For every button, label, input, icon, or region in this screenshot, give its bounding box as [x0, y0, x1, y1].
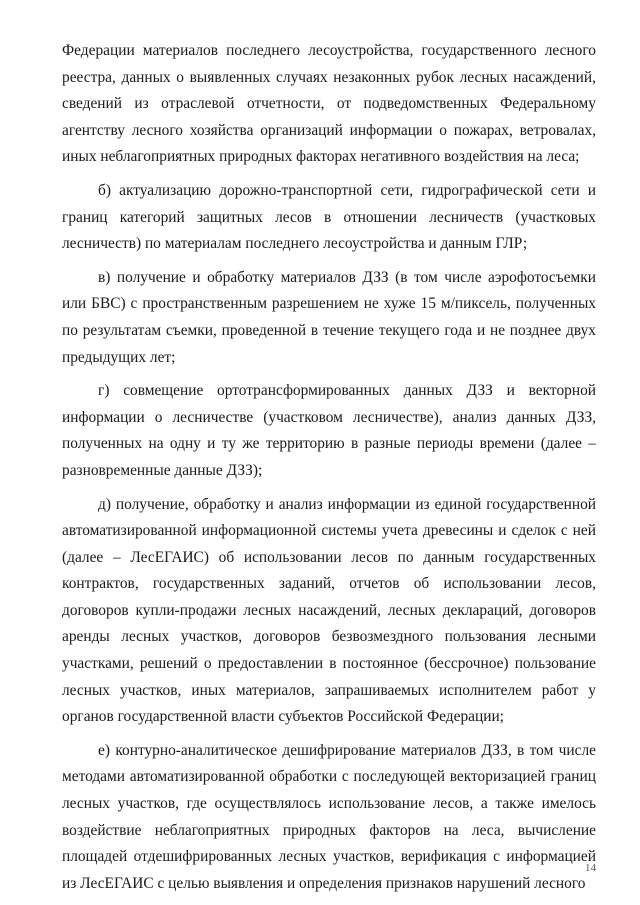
paragraph-item-v: в) получение и обработку материалов ДЗЗ (в том числе аэрофотосъемки или БВС) с пространственным разрешением не хуже 15 м/пиксель, полученных по результатам съемки, проведенной в течение текущего года и не позднее двух предыдущих лет;: [62, 268, 596, 366]
paragraph-item-g: г) совмещение ортотрансформированных данных ДЗЗ и векторной информации о лесничестве (участковом лесничестве), анализ данных ДЗЗ, полученных на одну и ту же территорию в разные периоды времени (далее – разновременные данные ДЗЗ);: [62, 382, 596, 479]
page-number: 14: [585, 862, 596, 874]
paragraph-item-d: д) получение, обработку и анализ информации из единой государственной автоматизированной информационной системы учета древесины и сделок с ней (далее – ЛесЕГАИС) об использовании лесов по данным государственных контрактов, государственных заданий, отчетов об использовании лесов, договоров купли-продажи лесных насаждений, лесных деклараций, договоров аренды лесных участков, договоров безвозмездного пользования лесными участками, решений о предоставлении в постоянное (бессрочное) пользование лесных участков, иных материалов, запрашиваемых исполнителем работ у органов государственной власти субъектов Российской Федерации;: [62, 495, 596, 726]
paragraph-item-e: е) контурно-аналитическое дешифрирование материалов ДЗЗ, в том числе методами автоматизированной обработки с последующей векторизацией границ лесных участков, где осуществлялось использование лесов, а также имелось воздействие неблагоприятных природных факторов на леса, вычисление площадей отдешифрированных лесных участков, верификация с информацией из ЛесЕГАИС с целью выявления и определения признаков нарушений лесного: [62, 741, 596, 892]
paragraph-continuation: Федерации материалов последнего лесоустройства, государственного лесного реестра, данных о выявленных случаях незаконных рубок лесных насаждений, сведений из отраслевой отчетности, от подведомственных Федеральному агентству лесного хозяйства организаций информации о пожарах, ветровалах, иных неблагоприятных природных факторах негативного воздействия на леса;: [62, 42, 596, 166]
document-body: [62, 38, 596, 897]
paragraph-item-b: б) актуализацию дорожно-транспортной сети, гидрографической сети и границ категорий защитных лесов в отношении лесничеств (участковых лесничеств) по материалам последнего лесоустройства и данным ГЛР;: [62, 181, 596, 253]
